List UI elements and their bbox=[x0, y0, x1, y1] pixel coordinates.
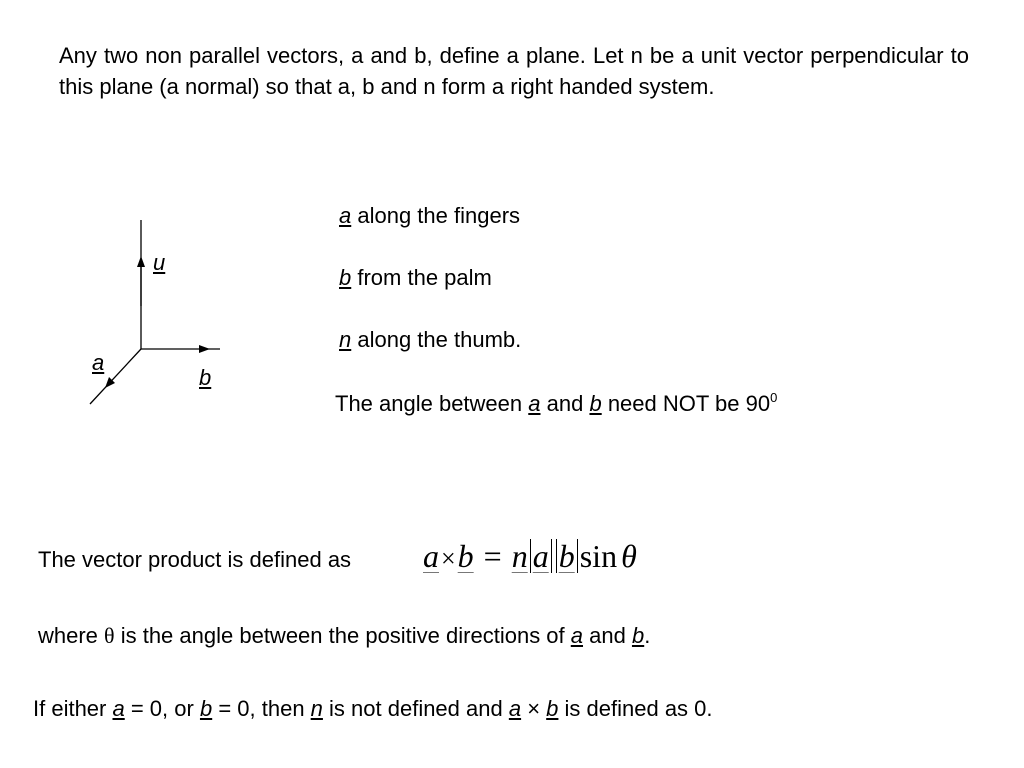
zero-p5: × bbox=[521, 696, 547, 721]
formula-a: a bbox=[423, 538, 439, 574]
hand-rule-b bbox=[339, 265, 492, 291]
angle-note bbox=[335, 391, 777, 417]
hand-rule-n bbox=[339, 327, 521, 353]
zero-n1: n bbox=[310, 696, 323, 721]
angle-note-suffix: need NOT be 90 bbox=[601, 391, 771, 416]
formula-n: n bbox=[511, 538, 528, 574]
label-u: u bbox=[153, 250, 166, 275]
hand-rule-a bbox=[339, 203, 520, 229]
zero-p6: is defined as 0. bbox=[558, 696, 713, 721]
formula-b: b bbox=[457, 538, 474, 574]
zero-p3: = 0, then bbox=[212, 696, 311, 721]
hand-rule-a-text: along the fingers bbox=[351, 203, 521, 228]
formula-abs-a: a bbox=[532, 538, 549, 574]
var-n: n bbox=[339, 327, 352, 352]
zero-p2: = 0, or bbox=[124, 696, 200, 721]
zero-b2: b bbox=[546, 696, 559, 721]
cross-product-formula bbox=[423, 536, 637, 579]
formula-theta: θ bbox=[621, 538, 637, 574]
formula-abs-b: b bbox=[558, 538, 575, 574]
hand-rule-n-text: along the thumb. bbox=[351, 327, 522, 352]
var-a: a bbox=[339, 203, 352, 228]
zero-a2: a bbox=[508, 696, 522, 721]
zero-line bbox=[33, 696, 713, 722]
abs-bar bbox=[577, 539, 578, 573]
where-mid: is the angle between the positive directions of bbox=[114, 623, 571, 648]
angle-note-prefix: The angle between bbox=[335, 391, 529, 416]
hand-rule-b-text: from the palm bbox=[351, 265, 492, 290]
u-arrowhead-icon bbox=[137, 256, 145, 267]
where-end: . bbox=[644, 623, 651, 648]
where-line bbox=[38, 623, 650, 649]
abs-bar bbox=[556, 539, 557, 573]
axes-diagram bbox=[70, 210, 230, 410]
zero-b1: b bbox=[199, 696, 213, 721]
where-b: b bbox=[631, 623, 645, 648]
intro-paragraph: Any two non parallel vectors, a and b, define a plane. Let n be a unit vector perpendicular to this plane (a normal) so that a, b and n form a right handed system. bbox=[59, 43, 969, 99]
where-prefix: where bbox=[38, 623, 105, 648]
abs-bar bbox=[530, 539, 531, 573]
definition-text: The vector product is defined as bbox=[38, 547, 352, 572]
zero-a1: a bbox=[112, 696, 125, 721]
where-theta: θ bbox=[104, 623, 115, 648]
angle-note-mid: and bbox=[540, 391, 590, 416]
angle-note-a: a bbox=[528, 391, 541, 416]
where-and: and bbox=[583, 623, 632, 648]
label-b: b bbox=[199, 365, 212, 390]
angle-note-sup: 0 bbox=[770, 390, 778, 405]
abs-bar bbox=[551, 539, 552, 573]
zero-p4: is not defined and bbox=[322, 696, 509, 721]
label-a: a bbox=[92, 350, 105, 375]
formula-sin: sin bbox=[579, 538, 618, 574]
zero-p1: If either bbox=[33, 696, 113, 721]
where-a: a bbox=[570, 623, 584, 648]
angle-note-b: b bbox=[589, 391, 602, 416]
formula-times: × bbox=[441, 544, 456, 573]
formula-equals: = bbox=[483, 538, 502, 574]
b-arrowhead-icon bbox=[199, 345, 210, 353]
var-b: b bbox=[339, 265, 352, 290]
